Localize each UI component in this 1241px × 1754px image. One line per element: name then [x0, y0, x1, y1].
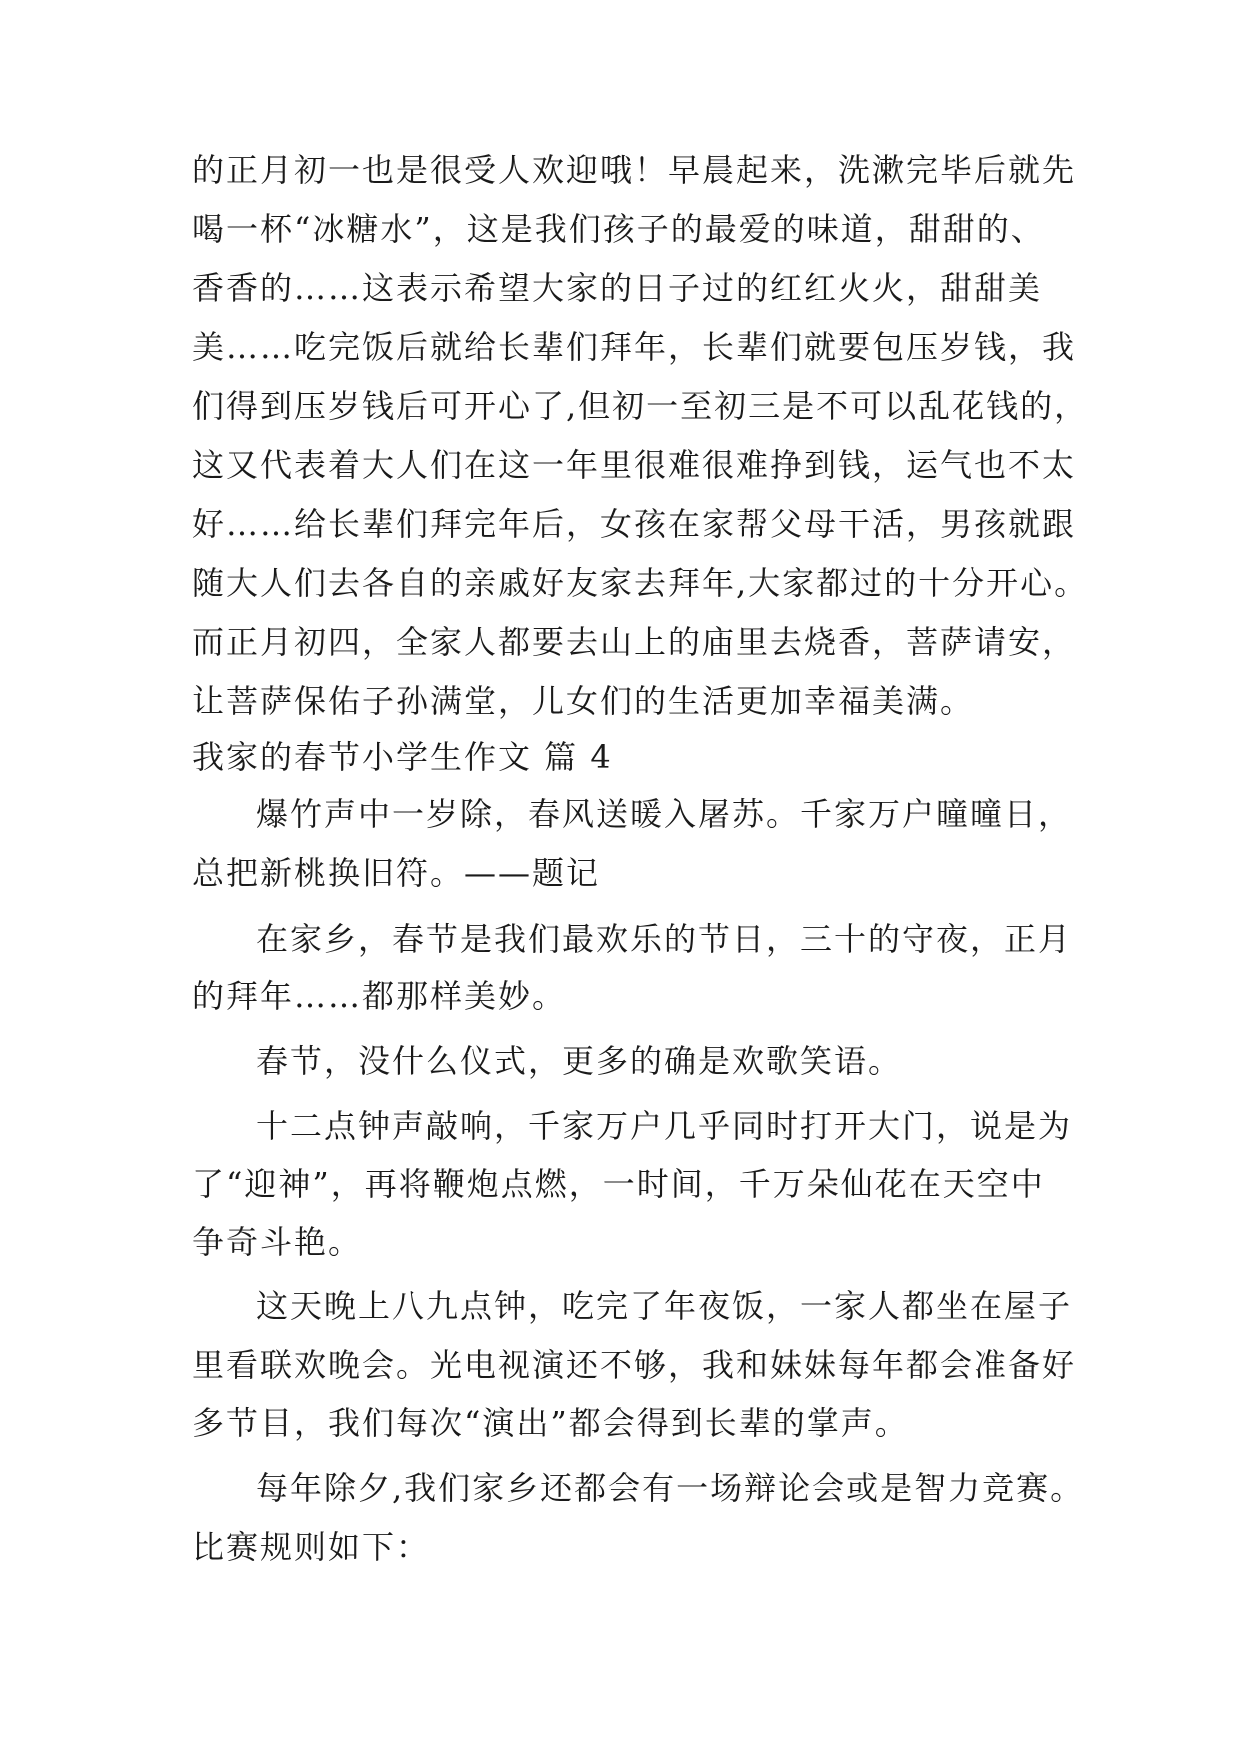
- text-line: 随大人们去各自的亲戚好友家去拜年,大家都过的十分开心。: [192, 564, 1089, 602]
- text-line: 争奇斗艳。: [192, 1223, 363, 1261]
- text-line: 喝一杯“冰糖水”，这是我们孩子的最爱的味道，甜甜的、: [192, 210, 1045, 248]
- text-line: 这天晚上八九点钟，吃完了年夜饭，一家人都坐在屋子: [256, 1287, 1073, 1325]
- text-line: 春节，没什么仪式，更多的确是欢歌笑语。: [256, 1042, 903, 1080]
- text-line: 而正月初四，全家人都要去山上的庙里去烧香，菩萨请安，: [192, 623, 1077, 661]
- text-line: 了“迎神”，再将鞭炮点燃，一时间，千万朵仙花在天空中: [192, 1165, 1045, 1203]
- text-line: 比赛规则如下：: [192, 1528, 431, 1566]
- text-line: 十二点钟声敲响，千家万户几乎同时打开大门，说是为: [256, 1107, 1073, 1145]
- text-line: 在家乡，春节是我们最欢乐的节日，三十的守夜，正月: [256, 920, 1073, 958]
- text-line: 每年除夕,我们家乡还都会有一场辩论会或是智力竞赛。: [256, 1469, 1085, 1507]
- text-line: 们得到压岁钱后可开心了,但初一至初三是不可以乱花钱的，: [192, 387, 1089, 425]
- text-line: 里看联欢晚会。光电视演还不够，我和妹妹每年都会准备好: [192, 1346, 1077, 1384]
- text-line: 的正月初一也是很受人欢迎哦！早晨起来，洗漱完毕后就先: [192, 151, 1077, 189]
- text-line: 好……给长辈们拜完年后，女孩在家帮父母干活，男孩就跟: [192, 505, 1077, 543]
- text-line: 总把新桃换旧符。——题记: [192, 854, 601, 892]
- text-line: 这又代表着大人们在这一年里很难很难挣到钱，运气也不太: [192, 446, 1077, 484]
- text-line: 让菩萨保佑子孙满堂，儿女们的生活更加幸福美满。: [192, 682, 975, 720]
- text-line: 多节目，我们每次“演出”都会得到长辈的掌声。: [192, 1404, 909, 1442]
- text-line: 爆竹声中一岁除，春风送暖入屠苏。千家万户曈曈日，: [256, 795, 1073, 833]
- section-heading: 我家的春节小学生作文 篇 4: [192, 738, 613, 776]
- text-line: 香香的……这表示希望大家的日子过的红红火火，甜甜美: [192, 269, 1043, 307]
- text-line: 的拜年……都那样美妙。: [192, 977, 567, 1015]
- text-line: 美……吃完饭后就给长辈们拜年，长辈们就要包压岁钱，我: [192, 328, 1077, 366]
